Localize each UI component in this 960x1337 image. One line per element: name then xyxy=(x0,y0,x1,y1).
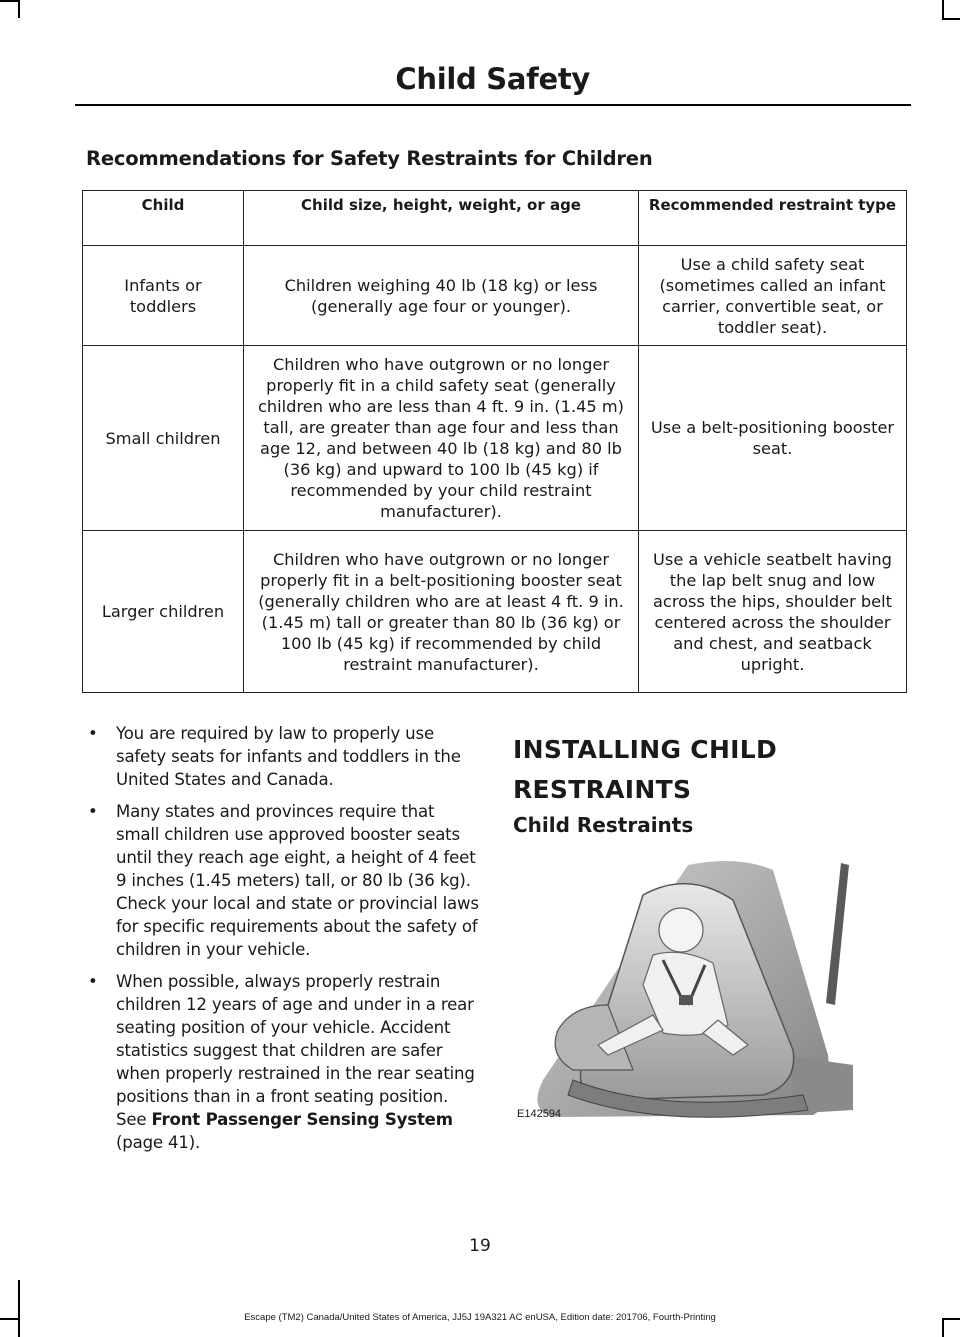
table-cell: Larger children xyxy=(83,531,244,693)
installing-heading-line1: INSTALLING CHILD xyxy=(513,735,778,764)
table-row xyxy=(83,346,907,531)
page-number: 19 xyxy=(469,1236,491,1256)
list-item xyxy=(88,970,480,1154)
table-cell: Infants or toddlers xyxy=(83,246,244,346)
child-restraints-subheading: Child Restraints xyxy=(513,813,694,837)
crop-mark xyxy=(18,1280,20,1337)
table-cell: Children who have outgrown or no longer properly fit in a child safety seat (generally children who are less than 4 ft. 9 in. (1.45 m) tall, are greater than age four and less than age 12, and between 40 lb (18 kg) and 80 lb (36 kg) and upward to 100 lb (45 kg) if recommended by your child restraint manufacturer). xyxy=(244,346,639,531)
table-header-row xyxy=(83,191,907,246)
list-item xyxy=(88,800,480,961)
table-cell: Children weighing 40 lb (18 kg) or less (generally age four or younger). xyxy=(244,246,639,346)
bullet-list xyxy=(88,722,480,1163)
table-row xyxy=(83,531,907,693)
header-rule xyxy=(75,104,911,106)
table-cell: Children who have outgrown or no longer properly fit in a belt-positioning booster seat (generally children who are at least 4 ft. 9 in. (1.45 m) tall or greater than 80 lb (36 kg) or 100 lb (45 kg) if recommended by child restraint manufacturer). xyxy=(244,531,639,693)
bullet-marker: • xyxy=(88,972,98,991)
list-item xyxy=(88,722,480,791)
list-item-text: When possible, always properly restrain children 12 years of age and under in a rear seating position of your vehicle. Accident statistics suggest that children are safer when properly restrained in the rear seating positions than in a front seating position. See xyxy=(116,972,475,1129)
page-header-title: Child Safety xyxy=(395,62,590,96)
child-seat-illustration xyxy=(513,855,853,1135)
footer-text: Escape (TM2) Canada/United States of America, JJ5J 19A321 AC enUSA, Edition date: 201706, Fourth-Printing xyxy=(244,1312,716,1323)
list-item-text: Many states and provinces require that small children use approved booster seats until they reach age eight, a height of 4 feet 9 inches (1.45 meters) tall, or 80 lb (36 kg). Check your local and state or provincial laws for specific requirements about the safety of children in your vehicle. xyxy=(116,802,479,959)
table-cell: Use a belt-positioning booster seat. xyxy=(639,346,907,531)
column-header-child: Child xyxy=(83,191,244,246)
installing-heading xyxy=(513,735,777,805)
table-cell: Use a vehicle seatbelt having the lap belt snug and low across the hips, shoulder belt centered across the shoulder and chest, and seatback upright. xyxy=(639,531,907,693)
bullet-marker: • xyxy=(88,724,98,743)
table-row xyxy=(83,246,907,346)
restraints-table xyxy=(82,190,907,693)
crop-mark xyxy=(942,0,944,18)
figure-code: E142594 xyxy=(517,1108,562,1120)
list-item-text: You are required by law to properly use safety seats for infants and toddlers in the United States and Canada. xyxy=(116,724,461,789)
table-cell: Small children xyxy=(83,346,244,531)
bullet-marker: • xyxy=(88,802,98,821)
cross-reference-link[interactable]: Front Passenger Sensing System xyxy=(151,1110,453,1129)
column-header-restraint: Recommended restraint type xyxy=(639,191,907,246)
installing-heading-line2: RESTRAINTS xyxy=(513,775,692,804)
crop-mark xyxy=(18,0,20,18)
section-title: Recommendations for Safety Restraints for Children xyxy=(86,147,653,170)
crop-mark xyxy=(942,18,960,20)
column-header-size: Child size, height, weight, or age xyxy=(244,191,639,246)
crop-mark xyxy=(0,0,18,2)
page-reference: (page 41). xyxy=(116,1133,201,1152)
table-cell: Use a child safety seat (sometimes called an infant carrier, convertible seat, or toddler seat). xyxy=(639,246,907,346)
